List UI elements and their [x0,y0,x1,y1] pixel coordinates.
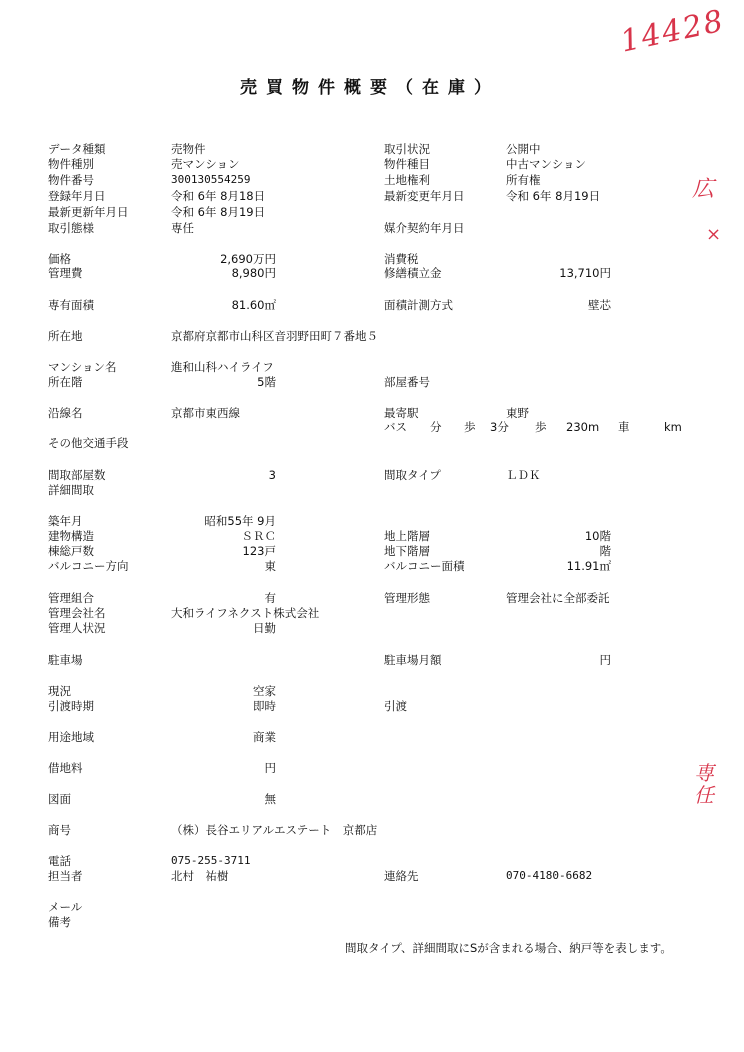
label-last-change: 最新変更年月日 [384,189,465,203]
value-above-floors: 10階 [584,529,611,543]
value-station: 東野 [506,406,529,420]
label-land-right: 土地権利 [384,173,430,187]
value-below-floors: 階 [599,544,611,558]
label-address: 所在地 [48,329,83,343]
value-trade-name: （株）長谷エリアルエステート 京都店 [171,823,378,837]
label-area: 専有面積 [48,298,94,312]
value-deal-type: 専任 [171,221,194,235]
label-structure: 建物構造 [48,529,94,543]
value-land-rent: 円 [264,761,276,775]
label-zoning: 用途地域 [48,730,94,744]
value-drawing: 無 [264,792,276,806]
value-parking-fee: 円 [599,653,611,667]
value-line: 京都市東西線 [171,406,240,420]
handwritten-note-3: 専任 [694,761,714,807]
label-data-kind: データ種類 [48,142,106,156]
value-prop-item: 中古マンション [506,157,586,171]
value-address: 京都府京都市山科区音羽野田町７番地５ [171,329,378,343]
footnote: 間取タイプ、詳細間取にSが含まれる場合、納戸等を表します。 [345,941,672,955]
value-manager-status: 日勤 [253,621,276,635]
label-last-update: 最新更新年月日 [48,205,129,219]
label-reg-date: 登録年月日 [48,189,106,203]
value-area: 81.60㎡ [231,298,276,312]
label-area-method: 面積計測方式 [384,298,453,312]
label-layout-type: 間取タイプ [384,468,441,482]
label-rooms: 間取部屋数 [48,468,106,482]
label-bus: バス [384,420,407,434]
label-mgmt-form: 管理形態 [384,591,430,605]
label-line: 沿線名 [48,406,83,420]
value-staff: 北村 祐樹 [171,869,229,883]
value-phone: 075-255-3711 [171,854,251,867]
label-price: 価格 [48,252,71,266]
label-association: 管理組合 [48,591,94,605]
label-mgmt-fee: 管理費 [48,266,83,280]
value-price: 2,690万円 [220,252,276,266]
label-contact: 連絡先 [384,869,419,883]
value-repair-fund: 13,710円 [559,266,611,280]
label-layout-detail: 詳細間取 [48,483,94,497]
handwritten-note-1: 広 [692,177,715,202]
label-above-floors: 地上階層 [384,529,430,543]
label-station: 最寄駅 [384,406,419,420]
value-balcony-area: 11.91㎡ [566,559,611,573]
label-phone: 電話 [48,854,71,868]
value-floor: 5階 [257,375,276,389]
label-balcony-dir: バルコニー方向 [48,559,129,573]
handwritten-number: 14428 [617,3,728,60]
label-land-rent: 借地料 [48,761,83,775]
label-walk: 歩 [464,420,476,434]
label-below-floors: 地下階層 [384,544,430,558]
label-mail: メール [48,900,83,914]
value-last-update: 令和 6年 8月19日 [171,205,266,219]
label-walk-2: 歩 [535,420,547,434]
label-prop-kind: 物件種別 [48,157,94,171]
value-mansion-name: 進和山科ハイライフ [171,360,274,374]
label-units: 棟総戸数 [48,544,94,558]
value-current: 空家 [253,684,276,698]
label-remarks: 備考 [48,915,71,929]
value-last-change: 令和 6年 8月19日 [506,189,601,203]
value-land-right: 所有権 [506,173,541,187]
label-built: 築年月 [48,514,83,528]
label-tax: 消費税 [384,252,419,266]
value-balcony-dir: 東 [264,559,276,573]
value-mgmt-company: 大和ライフネクスト株式会社 [171,606,320,620]
value-reg-date: 令和 6年 8月18日 [171,189,266,203]
value-contact: 070-4180-6682 [506,869,593,882]
label-parking-fee: 駐車場月額 [384,653,442,667]
label-prop-no: 物件番号 [48,173,94,187]
value-mgmt-form: 管理会社に全部委託 [506,591,610,605]
value-units: 123戸 [242,544,276,558]
label-drawing: 図面 [48,792,71,806]
value-prop-no: 300130554259 [171,173,251,186]
label-floor: 所在階 [48,375,83,389]
label-mansion-name: マンション名 [48,360,117,374]
label-car: 車 [618,420,630,434]
label-status: 取引状況 [384,142,430,156]
page-title: 売買物件概要（在庫） [240,78,500,98]
value-association: 有 [264,591,276,605]
value-data-kind: 売物件 [171,142,206,156]
label-handover: 引渡 [384,699,407,713]
label-manager-status: 管理人状況 [48,621,106,635]
label-room-no: 部屋番号 [384,375,430,389]
value-walk-min: 3分 [490,420,509,434]
label-deal-type: 取引態様 [48,221,94,235]
label-trade-name: 商号 [48,823,71,837]
label-repair-fund: 修繕積立金 [384,266,442,280]
label-other-transport: その他交通手段 [48,436,129,450]
value-layout-type: ＬＤＫ [506,468,541,482]
label-prop-item: 物件種目 [384,157,430,171]
value-status: 公開中 [506,142,541,156]
handwritten-note-2: × [706,224,722,245]
label-balcony-area: バルコニー面積 [384,559,465,573]
value-structure: ＳＲＣ [241,529,276,543]
value-mgmt-fee: 8,980円 [231,266,276,280]
value-rooms: 3 [268,468,276,482]
value-built: 昭和55年 9月 [204,514,276,528]
value-handover-time: 即時 [253,699,276,713]
value-walk-dist: 230m [566,420,600,434]
value-area-method: 壁芯 [588,298,611,312]
value-zoning: 商業 [253,730,276,744]
label-bus-min: 分 [430,420,442,434]
value-prop-kind: 売マンション [171,157,240,171]
label-parking: 駐車場 [48,653,83,667]
label-handover-time: 引渡時期 [48,699,94,713]
label-agency-date: 媒介契約年月日 [384,221,465,235]
label-mgmt-company: 管理会社名 [48,606,106,620]
label-current: 現況 [48,684,71,698]
label-staff: 担当者 [48,869,83,883]
label-car-km: km [664,420,682,434]
